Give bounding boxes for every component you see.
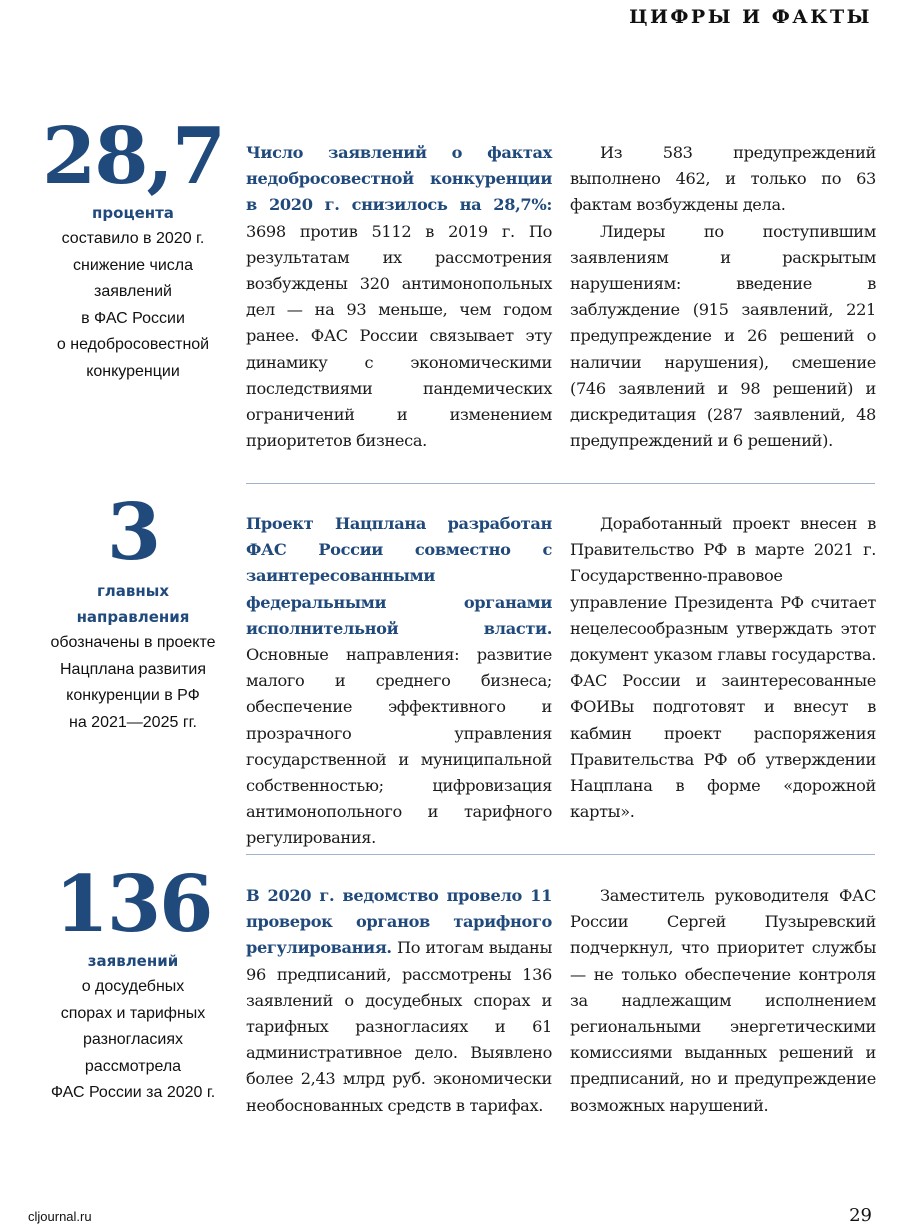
stat-desc-line: о досудебных — [81, 978, 185, 995]
stat-number: 3 — [106, 487, 160, 578]
stat-unit — [28, 578, 238, 630]
article-column-2a — [246, 511, 552, 852]
article-column-1a — [246, 140, 552, 454]
page-number: 29 — [849, 1205, 872, 1226]
stat-desc-line: ФАС России за 2020 г. — [50, 1084, 216, 1101]
lead-text: Проект Нацплана разработан ФАС России совместно с заинтересованными федеральными органами исполнительной власти. — [246, 514, 552, 638]
stat-unit-line: главных — [96, 582, 170, 600]
stat-desc-line: обозначены в проекте — [50, 634, 216, 651]
stat-desc-line: в ФАС России — [81, 309, 185, 327]
stat-unit-line: направления — [76, 608, 190, 626]
stat-desc-line: снижение числа — [73, 256, 193, 274]
stat-block-3 — [28, 487, 238, 736]
stat-number: 136 — [54, 859, 212, 950]
stat-desc-line: на 2021—2025 гг. — [69, 713, 197, 731]
section-title: ЦИФРЫ И ФАКТЫ — [629, 6, 872, 28]
stat-desc-line: конкуренции в РФ — [66, 687, 200, 704]
section-divider — [246, 483, 875, 484]
body-text: Основные направления: развитие малого и среднего бизнеса; обеспечение эффективного и прозрачного управления государственной и муниципальной собственностью; цифровизация антимонопольного и тарифного регулирования. — [246, 645, 552, 848]
article-column-2b — [570, 511, 876, 825]
stat-block-28-7 — [28, 111, 238, 385]
article-column-3b — [570, 883, 876, 1119]
stat-desc-line: рассмотрела — [84, 1057, 182, 1075]
stat-desc-line: Нацплана развития — [59, 660, 206, 678]
section-divider — [246, 854, 875, 855]
stat-desc-line: заявлений — [94, 283, 172, 300]
stat-description — [28, 630, 238, 736]
lead-text: Число заявлений о фактах недобросовестной конкуренции в 2020 г. снизилось на 28,7%: — [246, 143, 552, 215]
stat-unit: процента — [92, 204, 174, 222]
stat-number: 28,7 — [42, 111, 224, 202]
lead-text: В 2020 г. ведомство провело 11 проверок органов тарифного регулирования. — [246, 886, 552, 958]
stat-block-136 — [28, 859, 238, 1107]
paragraph: Из 583 предупреждений выполнено 462, и только по 63 фактам возбуждены дела. — [570, 143, 876, 215]
stat-description — [28, 974, 238, 1107]
paragraph: Заместитель руководителя ФАС России Сергей Пузыревский подчеркнул, что приоритет службы — не только обеспечение контроля за надлежащим исполнением региональными энергетическими комиссиями выданных решений и предписаний, но и предупреждение возможных нарушений. — [570, 886, 876, 1115]
article-column-1b — [570, 140, 876, 454]
stat-desc-line: спорах и тарифных — [60, 1004, 206, 1022]
paragraph: Лидеры по поступившим заявлениям и раскрытым нарушениям: введение в заблуждение (915 заявлений, 221 предупреждение и 26 решений о наличии нарушения), смешение (746 заявлений и 98 решений) и дискредитация (287 заявлений, 48 предупреждений и 6 решений). — [570, 221, 876, 451]
paragraph: Доработанный проект внесен в Правительство РФ в марте 2021 г. Государственно-правовое управление Президента РФ считает нецелесообразным утверждать этот документ указом главы государства. ФАС России и заинтересованные ФОИВы подготовят и внесут в кабмин проект распоряжения Правительства РФ об утверждении Нацплана в форме «дорожной карты». — [570, 514, 876, 822]
stat-desc-line: о недобросовестной — [56, 336, 210, 353]
stat-desc-line: конкуренции — [86, 362, 180, 380]
stat-description — [28, 226, 238, 385]
body-text: По итогам выданы 96 предписаний, рассмотрены 136 заявлений о досудебных спорах и тарифных разногласиях и 61 административное дело. Выявлено более 2,43 млрд руб. экономически необоснованных средств в тарифах. — [246, 938, 552, 1115]
stat-unit: заявлений — [87, 952, 179, 970]
body-text: 3698 против 5112 в 2019 г. По результатам их рассмотрения возбуждены 320 антимонопольных дел — на 93 меньше, чем годом ранее. ФАС России связывает эту динамику с экономическими последствиями пандемических ограничений и изменением приоритетов бизнеса. — [246, 221, 552, 451]
stat-desc-line: составило в 2020 г. — [61, 230, 205, 247]
article-column-3a — [246, 883, 552, 1119]
stat-desc-line: разногласиях — [82, 1031, 183, 1048]
footer-site-link[interactable]: cljournal.ru — [28, 1209, 92, 1224]
